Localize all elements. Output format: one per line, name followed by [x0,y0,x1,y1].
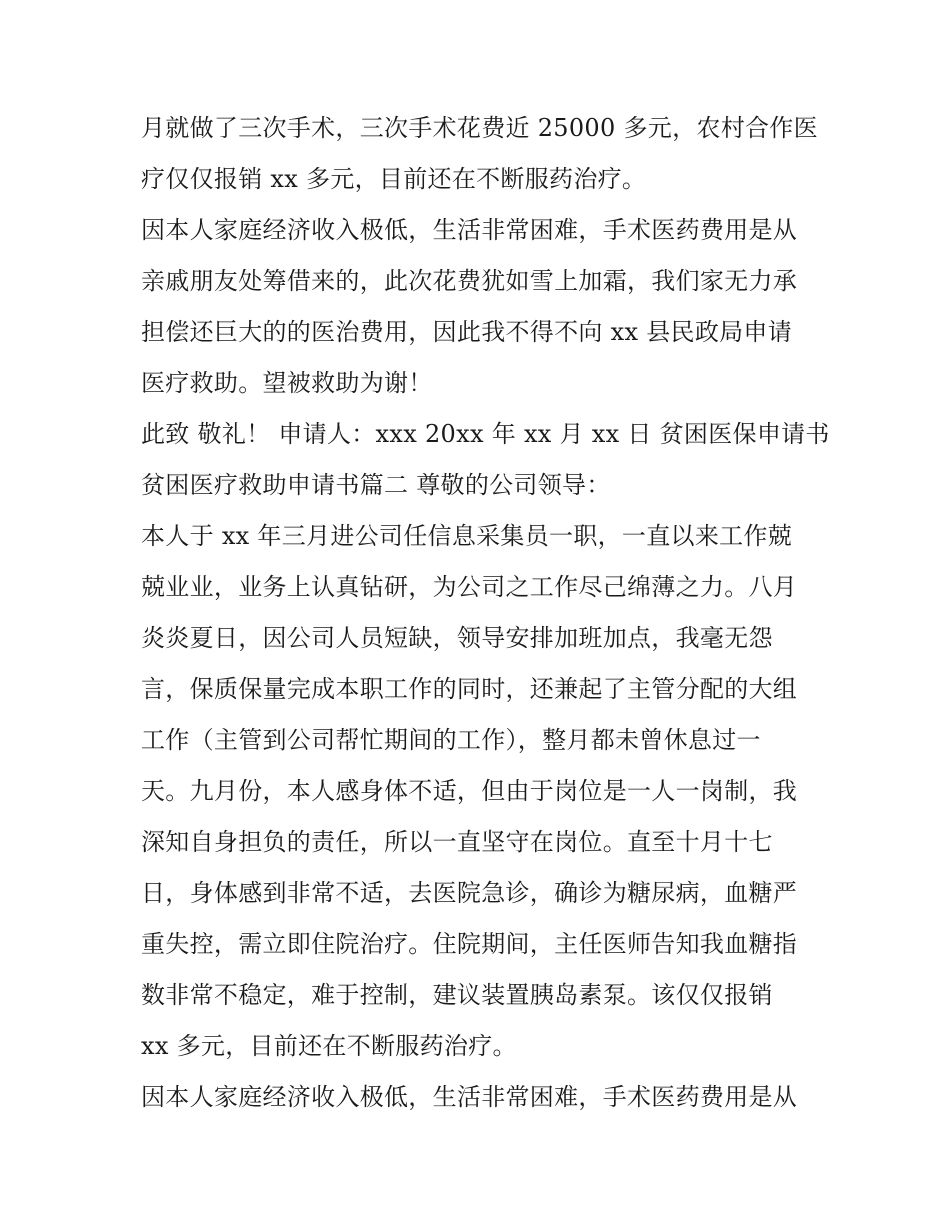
text-line: 担偿还巨大的的医治费用，因此我不得不向 xx 县民政局申请 [141,318,793,346]
text-line: 亲戚朋友处筹借来的，此次花费犹如雪上加霜，我们家无力承 [141,267,798,295]
text-line: 数非常不稳定，难于控制，建议装置胰岛素泵。该仅仅报销 [141,981,773,1009]
text-line: 因本人家庭经济收入极低，生活非常困难，手术医药费用是从 [141,216,798,244]
text-line: 天。九月份，本人感身体不适，但由于岗位是一人一岗制，我 [141,777,798,805]
text-line: 本人于 xx 年三月进公司任信息采集员一职，一直以来工作兢 [141,522,793,550]
text-line: 医疗救助。望被救助为谢！ [141,369,433,397]
text-line: 疗仅仅报销 xx 多元，目前还在不断服药治疗。 [141,165,647,193]
text-line: 因本人家庭经济收入极低，生活非常困难，手术医药费用是从 [141,1083,798,1111]
text-line: 兢业业，业务上认真钻研，为公司之工作尽己绵薄之力。八月 [141,573,798,601]
text-line: 此致 敬礼！ 申请人：xxx 20xx 年 xx 月 xx 日 贫困医保申请书 [141,420,830,448]
text-line: 重失控，需立即住院治疗。住院期间，主任医师告知我血糖指 [141,930,798,958]
text-line: 月就做了三次手术，三次手术花费近 25000 多元，农村合作医 [141,114,818,142]
text-line: xx 多元，目前还在不断服药治疗。 [141,1032,517,1060]
text-line: 深知自身担负的责任，所以一直坚守在岗位。直至十月十七 [141,828,773,856]
text-line: 日，身体感到非常不适，去医院急诊，确诊为糖尿病，血糖严 [141,879,798,907]
text-line: 炎炎夏日，因公司人员短缺，领导安排加班加点，我毫无怨 [141,624,773,652]
text-line: 贫困医疗救助申请书篇二 尊敬的公司领导： [141,471,611,499]
text-line: 工作（主管到公司帮忙期间的工作），整月都未曾休息过一 [141,726,761,754]
text-line: 言，保质保量完成本职工作的同时，还兼起了主管分配的大组 [141,675,798,703]
